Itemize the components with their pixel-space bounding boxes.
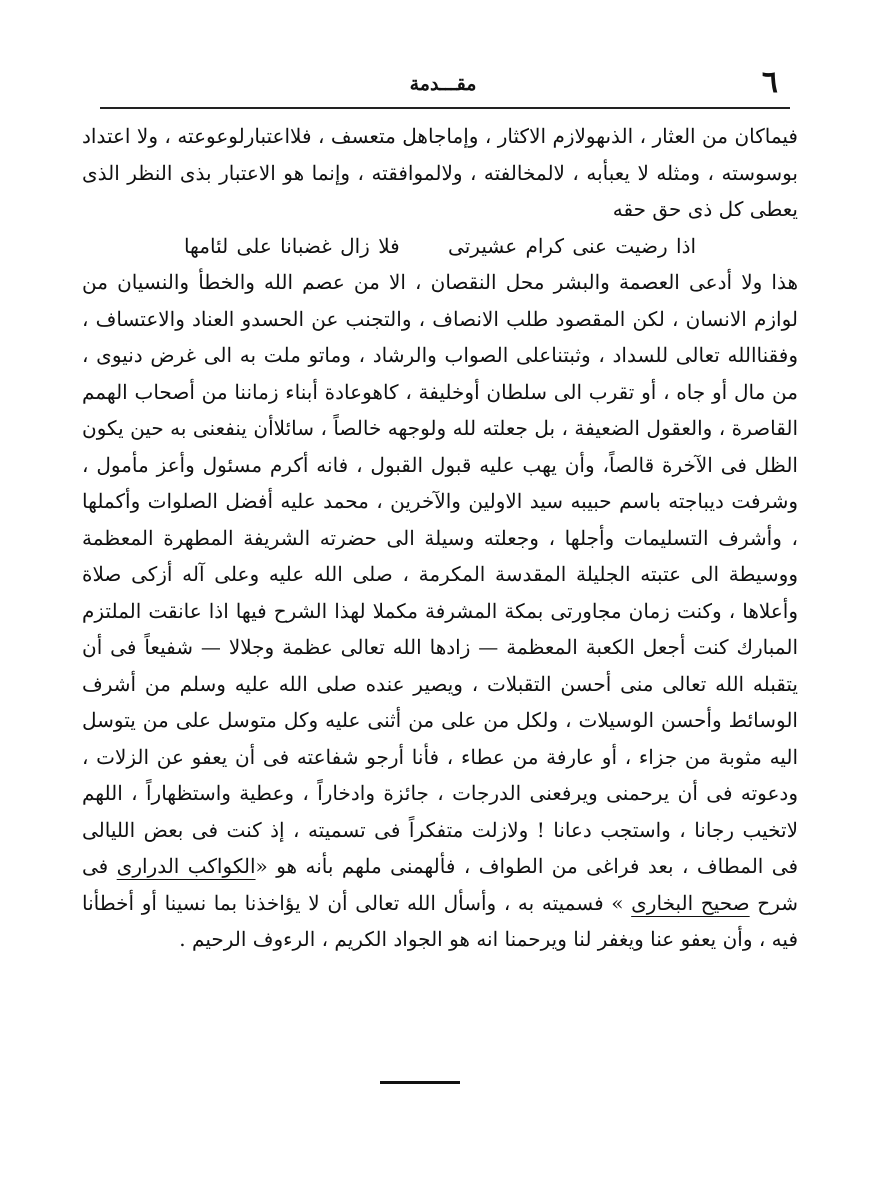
paragraph-2-connector: فى شرح xyxy=(82,854,799,915)
verse-first-hemistich: اذا رضيت عنى كرام عشيرتى xyxy=(448,233,697,258)
page-number: ٦ xyxy=(761,65,778,100)
verse-second-hemistich: فلا زال غضبانا على لئامها xyxy=(183,233,400,258)
header-rule xyxy=(100,107,790,109)
paragraph-1: فيماكان من العثار ، الذىهولازم الاكثار ، وإماجاهل متعسف ، فلااعتبارلوعوعته ، ولا اعتداد بوسوسته ، ومثله لا يعبأبه ، لالمخالفته ، ولالموافقته ، وإنما هو الاعتبار بذى النظر الذى يعطى كل ذى حق حقه xyxy=(82,124,798,221)
verse xyxy=(82,228,798,265)
paragraph-2-text: هذا ولا أدعى العصمة والبشر محل النقصان ، الا من عصم الله والخطأ والنسيان من لوازم الانسان ، لكن المقصود طلب الانصاف ، والتجنب عن الحسدو العناد والاعتساف ، وفقناالله تعالى للسداد ، وثبتناعلى الصواب والرشاد ، وماتو ملت به الى غرض دنيوى ، من مال أو جاه ، أو تقرب الى سلطان أوخليفة ، كاهوعادة أبناء زماننا من أصحاب الهمم القاصرة ، والعقول الضعيفة ، بل جعلته لله ولوجهه خالصاً ، سائلاأن ينفعنى به حين يكون الظل فى الآخرة قالصاً، وأن يهب عليه قبول القبول ، فانه أكرم مسئول وأعز مأمول ، وشرفت ديباجته باسم حبيبه سيد الاولين والآخرين ، محمد عليه أفضل الصلوات وأكملها ، وأشرف التسليمات وأجلها ، وجعلته وسيلة الى حضرته الشريفة المطهرة المعظمة ووسيطة الى عتبته الجليلة المقدسة المكرمة ، صلى الله عليه وعلى آله أزكى صلاة وأعلاها ، وكنت زمان مجاورتى بمكة المشرفة مكملا لهذا الشرح فيها اذا عانقت الملتزم المبارك كنت أجعل الكعبة المعظمة — زادها الله تعالى عظمة وجلالا — شفيعاً فى أن يتقبله الله تعالى منى أحسن التقبلات ، ويصير عنده صلى الله عليه وسلم من أشرف الوسائط وأحسن الوسيلات ، ولكل من على من أثنى عليه وكل متوسل على من يتوسل اليه مثوبة من جزاء ، أو عارفة من عطاء ، فأنا أرجو شفاعته فى أن يعفو عن الزلات ، ودعوته فى أن يرحمنى ويرفعنى الدرجات ، جائزة وادخاراً ، وعطية واستظهاراً ، اللهم لاتخيب رجانا ، واستجب دعانا ! ولازلت متفكراً فى تسميته ، إذ كنت فى بعض الليالى فى المطاف ، بعد فراغى من الطواف ، فألهمنى ملهم بأنه هو « xyxy=(82,270,799,878)
paragraph-2-ending: » فسميته به ، وأسأل الله تعالى أن لا يؤاخذنا بما نسينا أو أخطأنا فيه ، وأن يعفو عنا ويغفر لنا ويرحمنا انه هو الجواد الكريم ، الرءوف الرحيم . xyxy=(82,890,798,951)
paragraph-2 xyxy=(82,264,798,958)
end-rule xyxy=(380,1081,460,1084)
page-header xyxy=(100,66,786,106)
running-title: مقـــدمة xyxy=(409,73,477,95)
sahih-bukhari-text: صحيح البخارى xyxy=(631,890,750,915)
book-title-text: الكواكب الدرارى xyxy=(116,854,256,878)
body-text xyxy=(82,118,798,958)
